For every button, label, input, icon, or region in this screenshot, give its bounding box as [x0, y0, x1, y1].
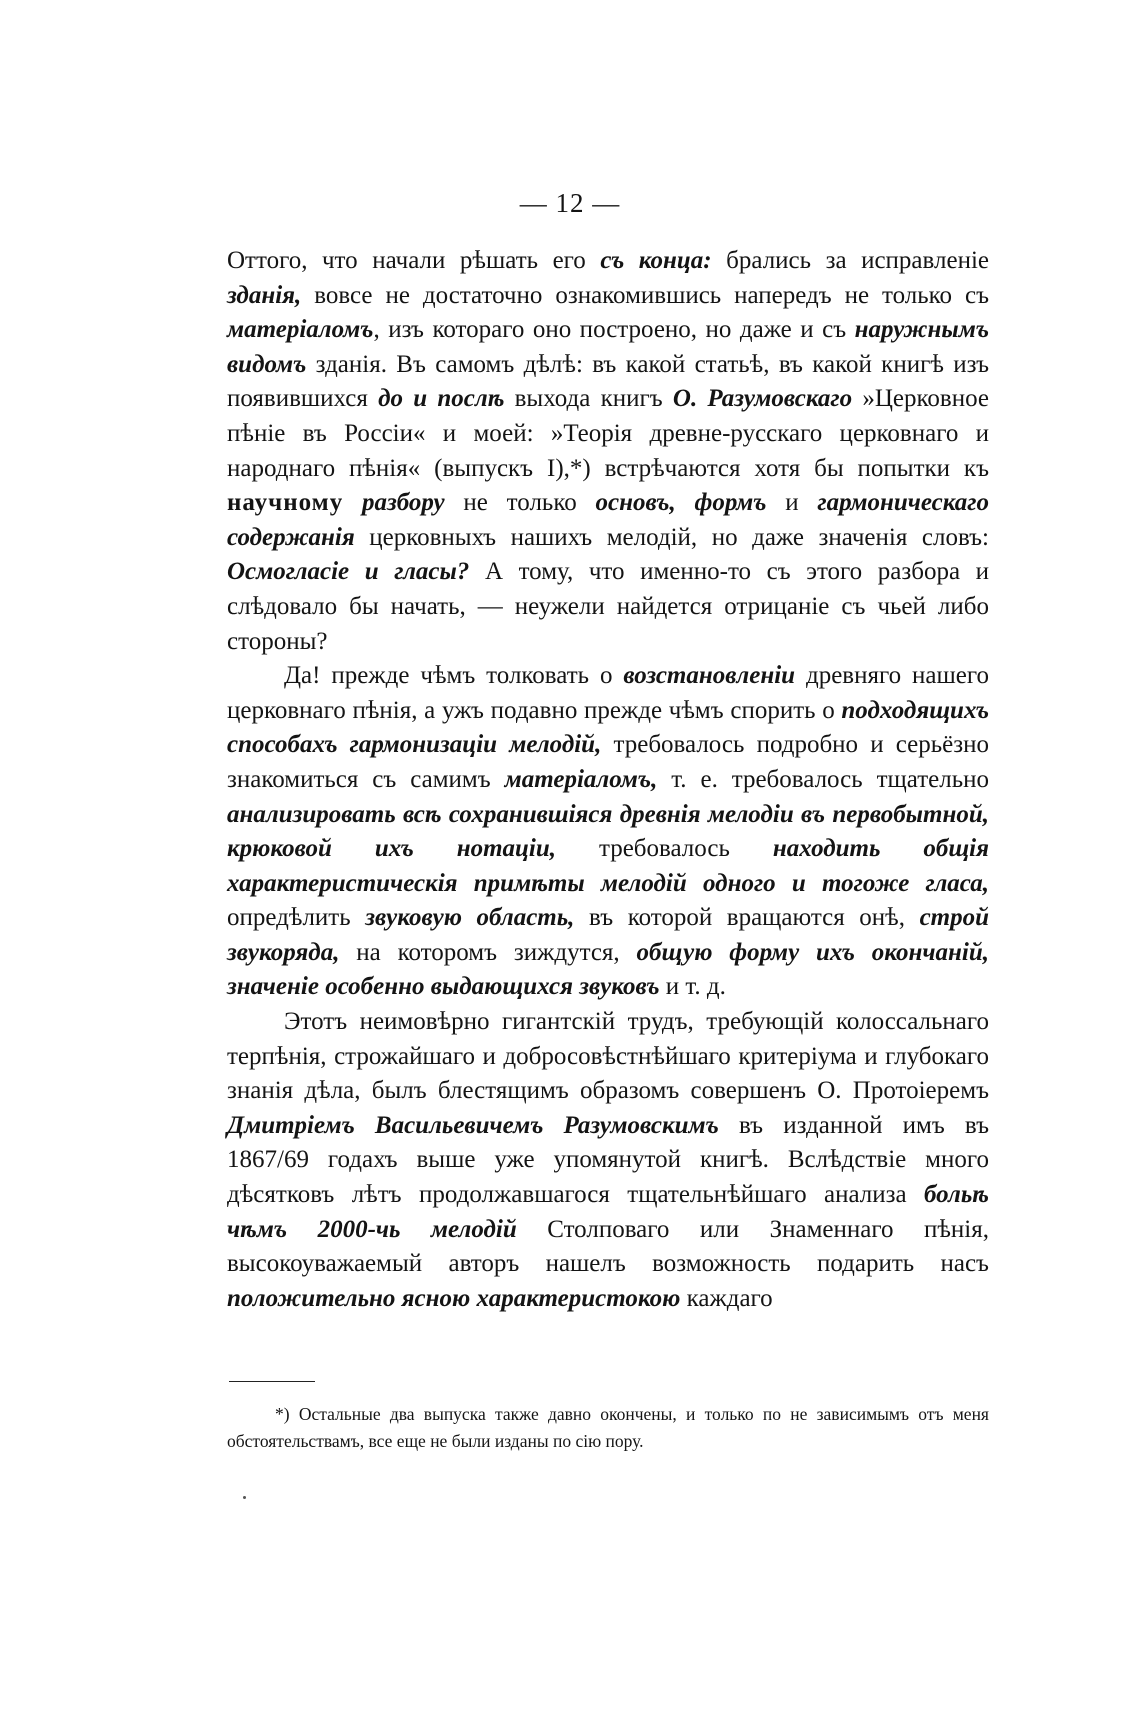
emphasis-italic: съ конца: — [600, 247, 712, 274]
emphasis-italic: находить общія характеристическія примѣты мелодій одного и тогоже гласа, — [227, 835, 989, 897]
text-run: требовалось — [556, 835, 773, 863]
footnote-divider — [229, 1381, 315, 1382]
text-run: выхода книгъ — [504, 385, 673, 413]
text-run: церковныхъ нашихъ мелодій, но даже значенія словъ: — [354, 523, 989, 551]
emphasis-italic: звуковую область, — [365, 904, 575, 932]
emphasis-italic: Осмогласіе и гласы? — [227, 558, 470, 586]
emphasis-italic: наружнымъ видомъ — [227, 316, 989, 378]
emphasis-italic: матеріаломъ — [227, 316, 374, 344]
text-run: Столповаго или Знаменнаго пѣнія, высокоуважаемый авторъ нашелъ возможность подарить насъ — [227, 1215, 989, 1278]
text-run: и т. д. — [659, 973, 726, 1001]
emphasis-italic: матеріаломъ, — [504, 765, 658, 793]
page-number: — 12 — — [519, 188, 621, 218]
body-text — [227, 244, 989, 1316]
text-run: опредѣлить — [227, 904, 366, 932]
emphasis-italic: разбору — [361, 489, 445, 517]
emphasis-italic: Дмитріемъ Васильевичемъ Разумовскимъ — [227, 1111, 719, 1139]
emphasis-italic: больѣ чѣмъ 2000-чь мелодій — [227, 1181, 989, 1243]
text-run: древняго нашего церковнаго пѣнія, а ужъ подавно прежде чѣмъ спорить о — [227, 662, 989, 724]
paragraph-2 — [227, 659, 989, 1005]
text-run: Этотъ неимовѣрно гигантскій трудъ, требующій колоссальнаго терпѣнія, строжайшаго и добросовѣстнѣйшаго критеріума и глубокаго знанія дѣла, былъ блестящимъ образомъ совершенъ О. Протоіеремъ — [227, 1008, 989, 1105]
text-run: Оттого, что начали рѣшать его — [227, 247, 601, 274]
text-run: въ которой вращаются онѣ, — [574, 904, 920, 932]
emphasis-italic: возстановленіи — [623, 662, 796, 690]
text-run: требовалось подробно и серьёзно знакомиться съ самимъ — [227, 731, 990, 793]
emphasis-italic: основъ, формъ — [595, 489, 767, 517]
text-run — [343, 489, 362, 516]
emphasis-italic: зданія, — [227, 281, 302, 309]
text-run: т. е. требовалось тщательно — [657, 765, 989, 793]
footnote-text: *) Остальные два выпуска также давно окончены, и только по не зависимымъ отъ меня обстоятельствамъ, все еще не были изданы по сію пору. — [227, 1404, 989, 1451]
paragraph-1 — [227, 244, 989, 659]
text-run: брались за исправленіе — [711, 247, 989, 274]
text-run: Да! прежде чѣмъ толковать о — [284, 662, 624, 690]
text-run: , изъ котораго оно построено, но даже и съ — [373, 316, 855, 344]
emphasis-italic: строй звукоряда, — [227, 904, 990, 966]
text-run: вовсе не достаточно ознакомившись напередъ не только съ — [301, 281, 989, 309]
text-run: А тому, что именно-то съ этого разбора и слѣдовало бы начать, — неужели найдется отрицаніе съ чьей либо стороны? — [227, 558, 989, 655]
emphasis-italic: О. Разумовскаго — [672, 385, 853, 413]
text-run: »Церковное пѣніе въ Россіи« и моей: »Теорія древне-русскаго церковнаго и народнаго пѣнія« (выпускъ I),*) встрѣчаются хотя бы попытки къ — [227, 385, 989, 482]
emphasis-italic: подходящихъ способахъ гармонизаціи мелодій, — [227, 696, 989, 759]
text-run: зданія. Въ самомъ дѣлѣ: въ какой статьѣ, въ какой книгѣ изъ появившихся — [227, 350, 989, 413]
text-run: и — [766, 489, 818, 517]
emphasis-italic: до и послѣ — [378, 385, 505, 413]
text-run: каждаго — [680, 1284, 773, 1312]
print-speck — [243, 1496, 246, 1499]
emphasis-spaced: научному — [227, 489, 344, 517]
emphasis-italic: гармоническаго содержанія — [227, 489, 990, 551]
emphasis-italic: положительно ясною характеристокою — [227, 1284, 681, 1312]
paragraph-3 — [227, 1005, 989, 1316]
footnote — [227, 1401, 989, 1455]
text-run: на которомъ зиждутся, — [339, 938, 637, 966]
text-run: не только — [444, 489, 596, 517]
emphasis-italic: общую форму ихъ окончаній, значеніе особенно выдающихся звуковъ — [227, 938, 989, 1001]
emphasis-italic: анализировать всѣ сохранившіяся древнія мелодіи въ первобытной, крюковой ихъ нотаціи, — [227, 800, 989, 863]
text-run: въ изданной имъ въ 1867/69 годахъ выше уже упомянутой книгѣ. Вслѣдствіе много дѣсятковъ лѣтъ продолжавшагося тщательнѣйшаго анализа — [227, 1111, 990, 1209]
